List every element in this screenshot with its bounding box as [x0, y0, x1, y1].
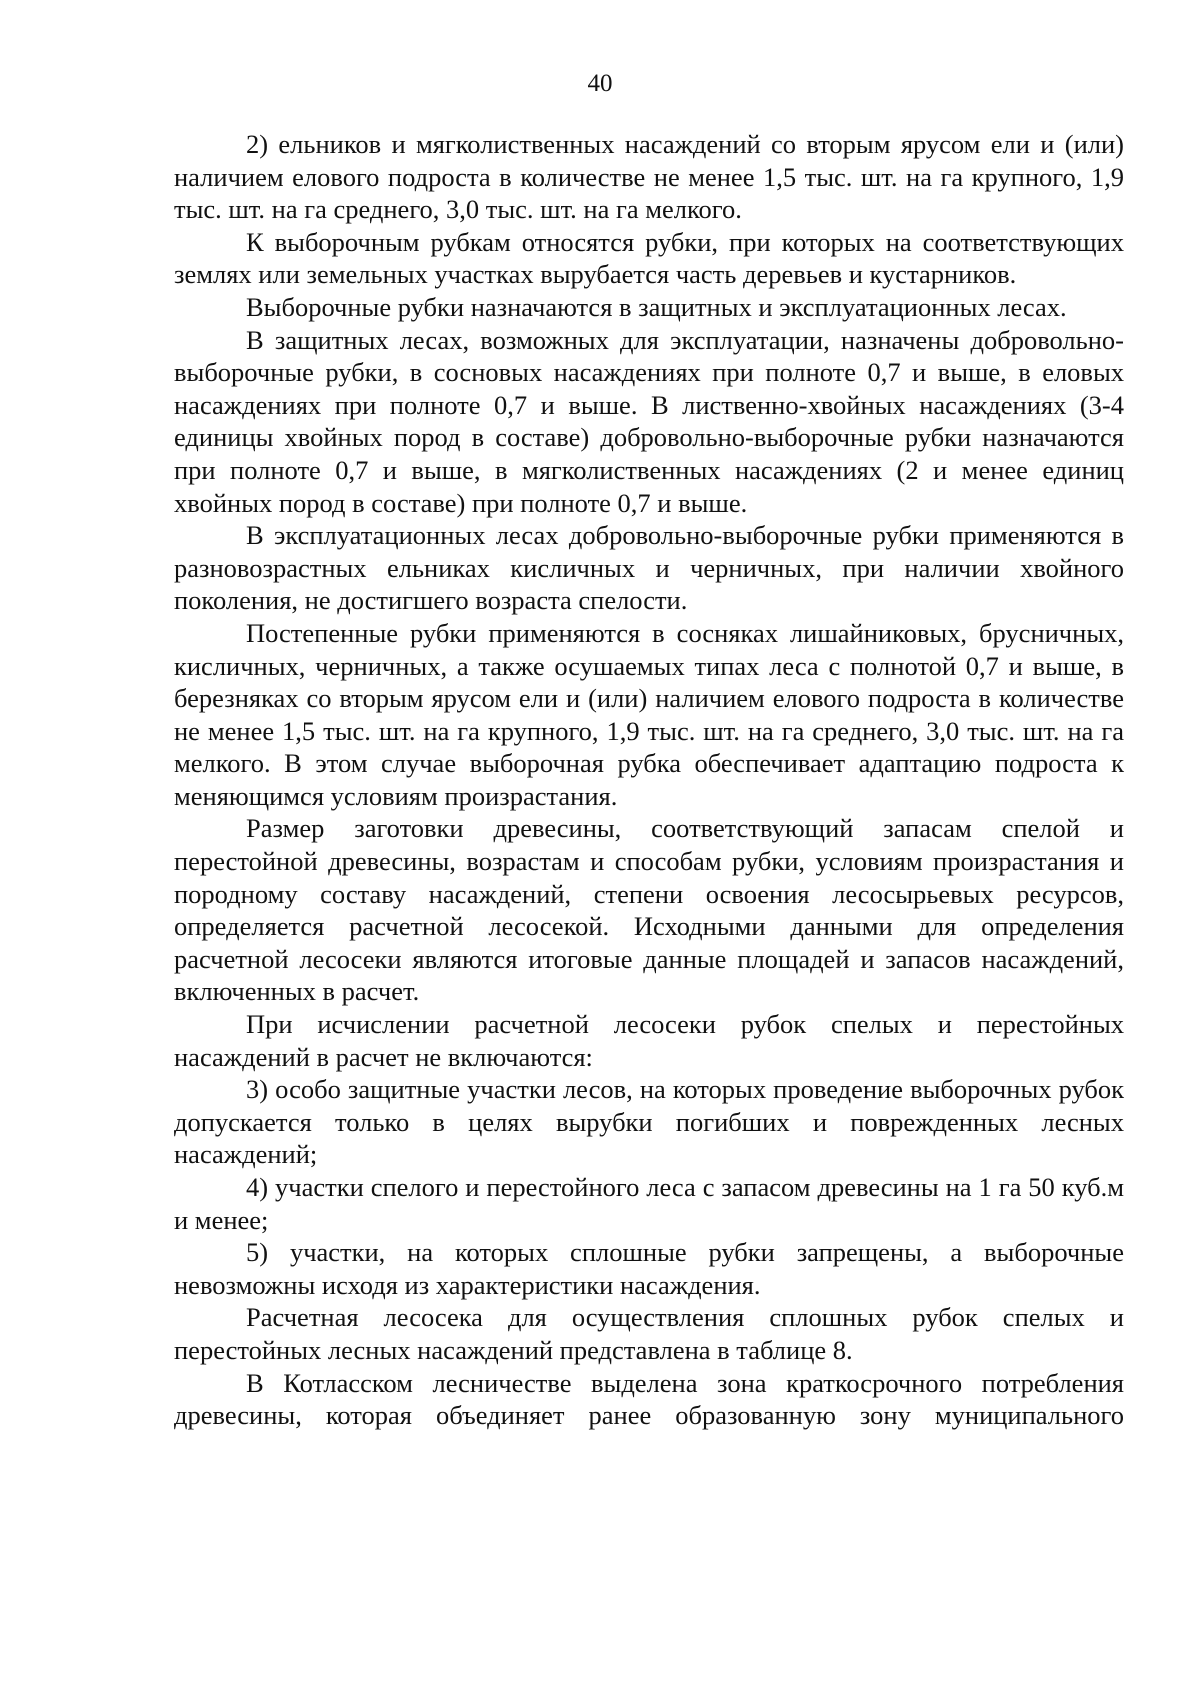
list-item: 4) участки спелого и перестойного леса с запасом древесины на 1 га 50 куб.м и менее;	[174, 1172, 1124, 1235]
body-text	[174, 128, 1124, 1432]
paragraph: Размер заготовки древесины, соответствующий запасам спелой и перестойной древесины, возрастам и способам рубки, условиям произрастания и породному составу насаждений, степени освоения лесосырьевых ресурсов, определяется расчетной лесосекой. Исходными данными для определения расчетной лесосеки являются итоговые данные площадей и запасов насаждений, включенных в расчет.	[174, 813, 1124, 1007]
paragraph: 2) ельников и мягколиственных насаждений со вторым ярусом ели и (или) наличием елового подроста в количестве не менее 1,5 тыс. шт. на га крупного, 1,9 тыс. шт. на га среднего, 3,0 тыс. шт. на га мелкого.	[174, 129, 1124, 225]
list-item: 3) особо защитные участки лесов, на которых проведение выборочных рубок допускается только в целях вырубки погибших и поврежденных лесных насаждений;	[174, 1074, 1124, 1170]
paragraph: В эксплуатационных лесах добровольно-выборочные рубки применяются в разновозрастных ельниках кисличных и черничных, при наличии хвойного поколения, не достигшего возраста спелости.	[174, 520, 1124, 616]
paragraph: В защитных лесах, возможных для эксплуатации, назначены добровольно-выборочные рубки, в сосновых насаждениях при полноте 0,7 и выше, в еловых насаждениях при полноте 0,7 и выше. В лиственно-хвойных насаждениях (3-4 единицы хвойных пород в составе) добровольно-выборочные рубки назначаются при полноте 0,7 и выше, в мягколиственных насаждениях (2 и менее единиц хвойных пород в составе) при полноте 0,7 и выше.	[174, 324, 1124, 518]
paragraph: Расчетная лесосека для осуществления сплошных рубок спелых и перестойных лесных насаждений представлена в таблице 8.	[174, 1302, 1124, 1365]
paragraph: При исчислении расчетной лесосеки рубок спелых и перестойных насаждений в расчет не включаются:	[174, 1009, 1124, 1072]
paragraph: Выборочные рубки назначаются в защитных и эксплуатационных лесах.	[246, 291, 1067, 322]
page-number: 40	[587, 70, 613, 97]
paragraph: К выборочным рубкам относятся рубки, при которых на соответствующих землях или земельных участках вырубается часть деревьев и кустарников.	[174, 226, 1124, 290]
paragraph: Постепенные рубки применяются в сосняках лишайниковых, брусничных, кисличных, черничных, а также осушаемых типах леса с полнотой 0,7 и выше, в березняках со вторым ярусом ели и (или) наличием елового подроста в количестве не менее 1,5 тыс. шт. на га крупного, 1,9 тыс. шт. на га среднего, 3,0 тыс. шт. на га мелкого. В этом случае выборочная рубка обеспечивает адаптацию подроста к меняющимся условиям произрастания.	[174, 617, 1124, 811]
list-item: 5) участки, на которых сплошные рубки запрещены, а выборочные невозможны исходя из характеристики насаждения.	[174, 1237, 1124, 1300]
paragraph-last: В Котласском лесничестве выделена зона краткосрочного потребления древесины, которая объединяет ранее образованную зону муниципального	[174, 1367, 1124, 1431]
